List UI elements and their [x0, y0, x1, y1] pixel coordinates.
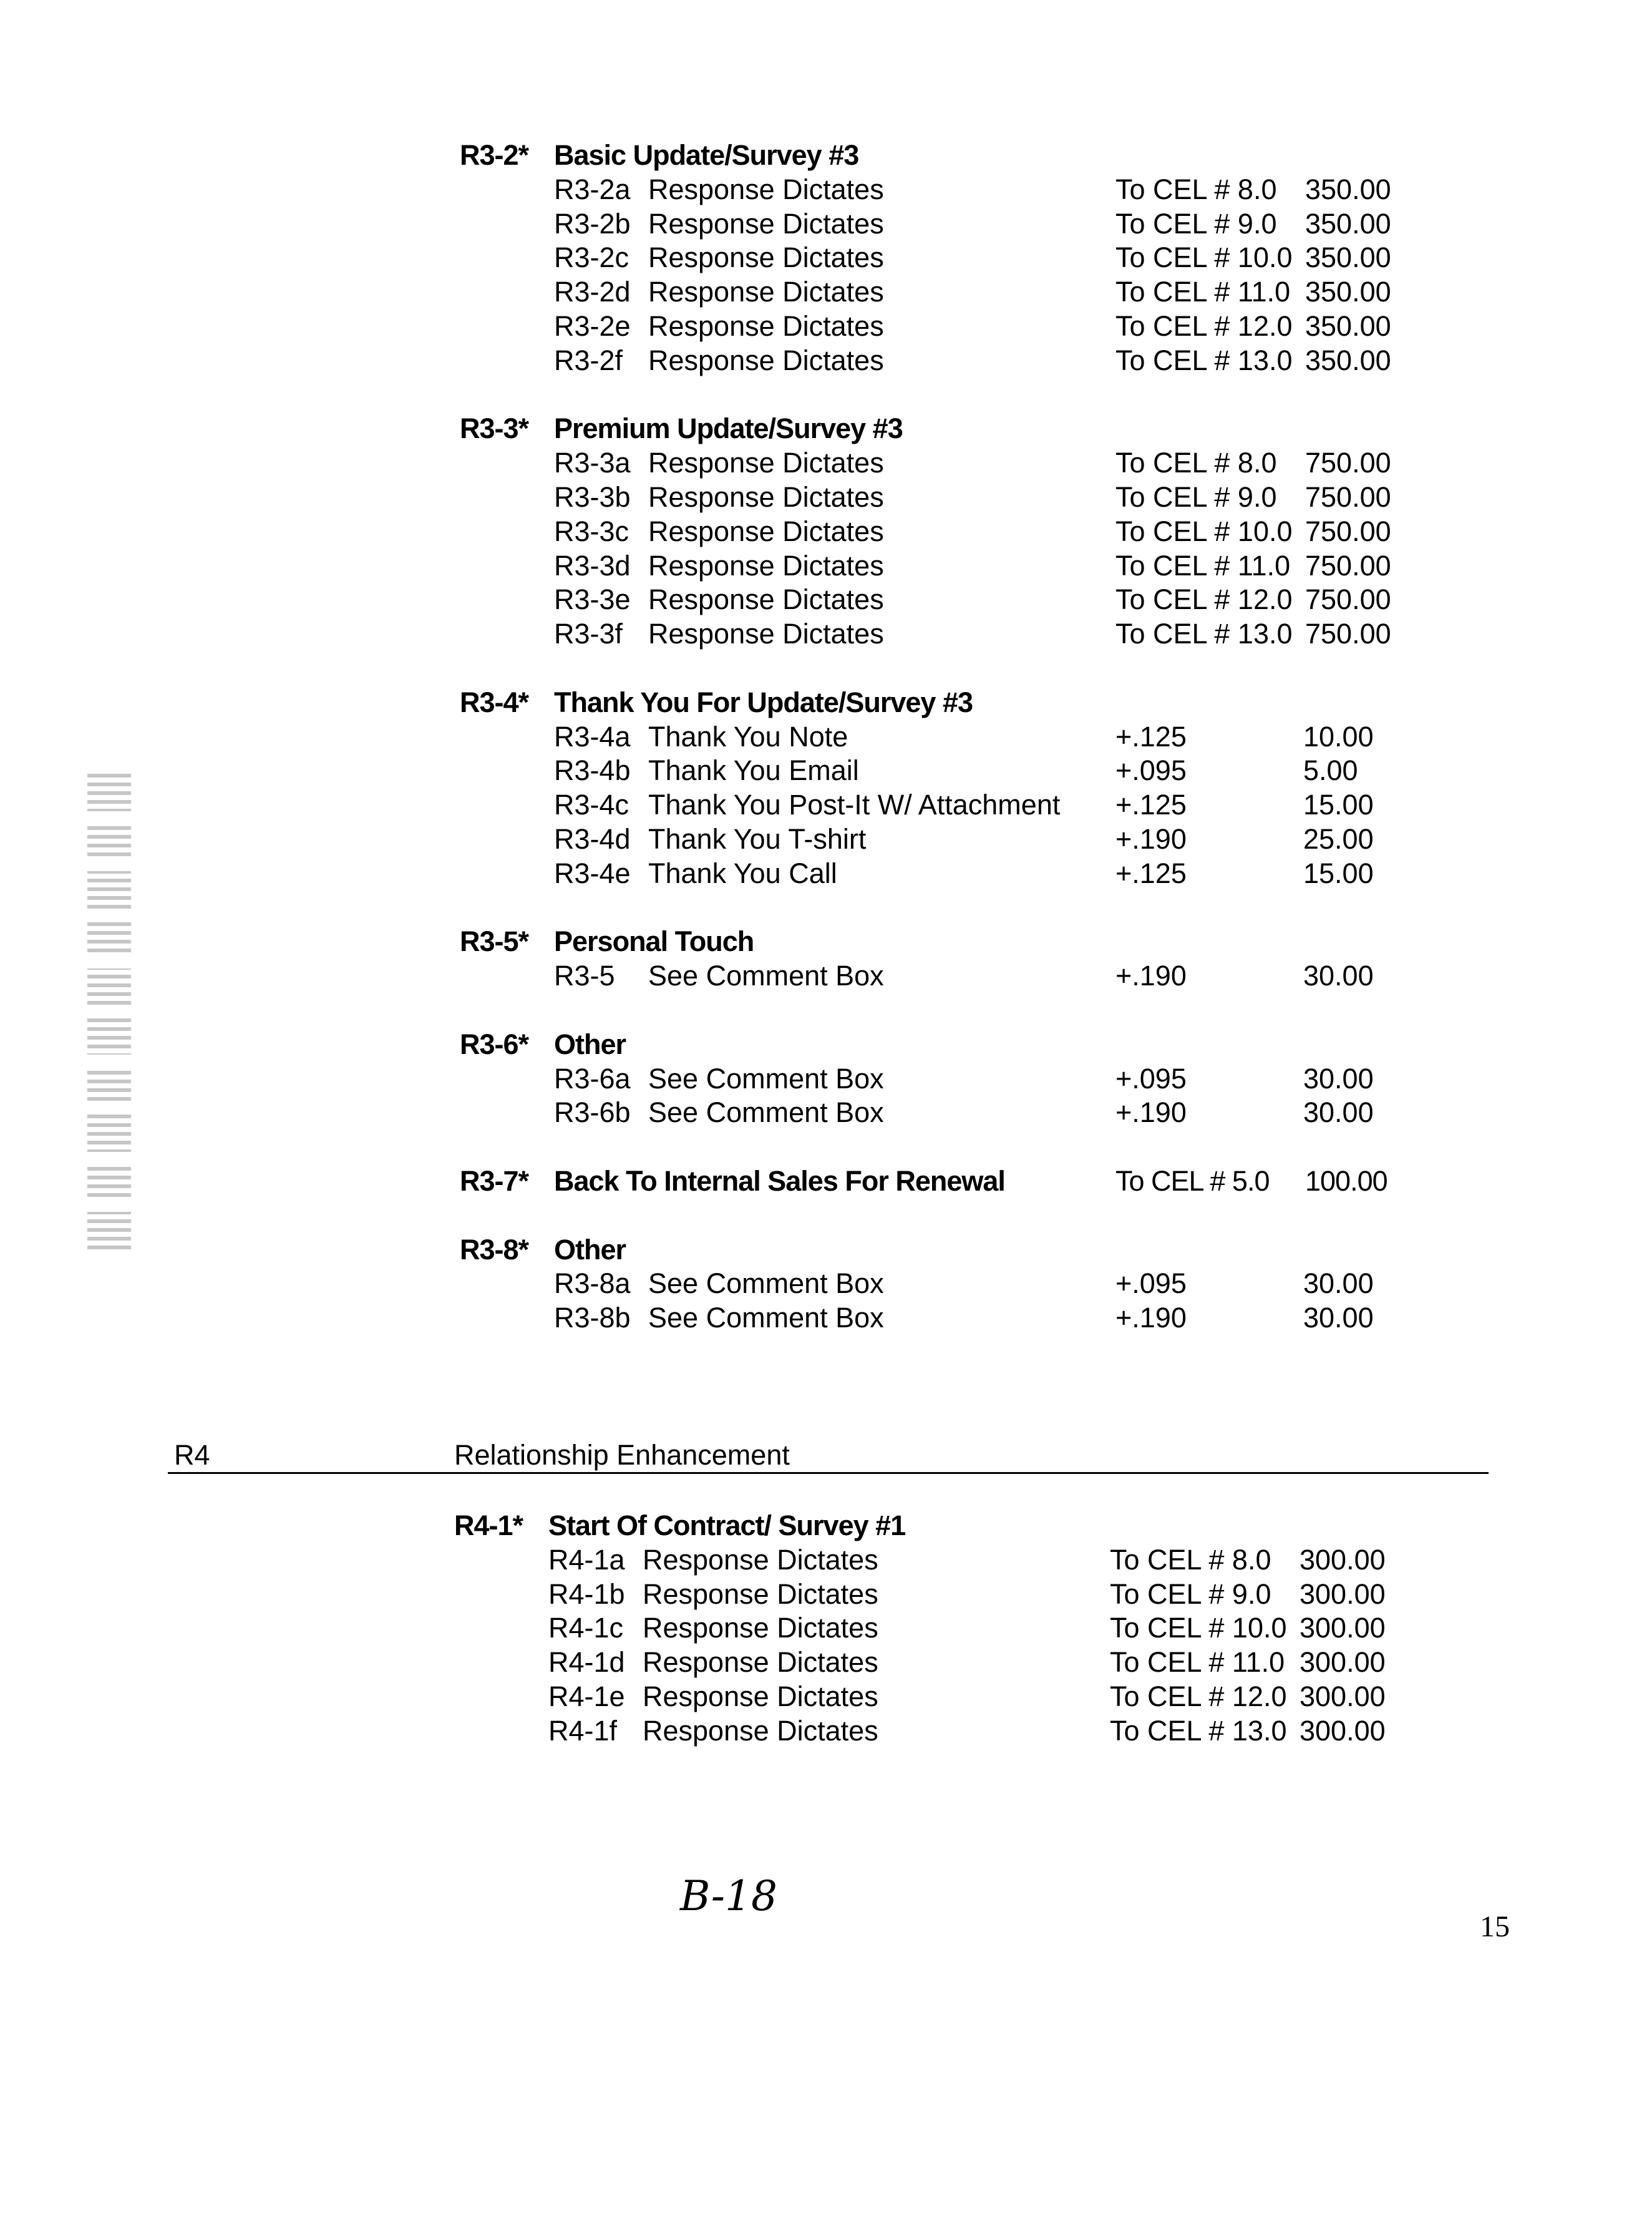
item-description: Response Dictates — [648, 549, 884, 583]
item-factor: To CEL # 10.0 — [1115, 515, 1293, 549]
section-heading — [454, 1509, 1515, 1543]
line-item — [460, 207, 1520, 241]
line-item — [454, 1680, 1515, 1714]
item-amount: 5.00 — [1303, 754, 1358, 788]
item-factor: To CEL # 12.0 — [1110, 1680, 1287, 1714]
item-code: R3-3e — [554, 583, 631, 617]
item-description: See Comment Box — [648, 1096, 884, 1130]
section — [460, 412, 1520, 651]
line-item — [460, 959, 1520, 993]
item-amount: 350.00 — [1305, 241, 1391, 275]
item-description: Response Dictates — [648, 515, 884, 549]
line-item — [460, 583, 1520, 617]
section — [460, 139, 1520, 378]
item-amount: 300.00 — [1300, 1646, 1386, 1680]
line-item — [460, 549, 1520, 583]
item-amount: 300.00 — [1300, 1611, 1386, 1646]
line-item — [460, 1301, 1520, 1335]
item-factor: To CEL # 8.0 — [1115, 173, 1277, 207]
item-description: Response Dictates — [643, 1680, 878, 1714]
item-factor: To CEL # 8.0 — [1115, 446, 1277, 480]
item-code: R3-2c — [554, 241, 629, 275]
item-amount: 350.00 — [1305, 344, 1391, 378]
document-page — [0, 0, 1652, 2234]
section-heading — [460, 1233, 1520, 1267]
item-code: R3-8a — [554, 1267, 631, 1301]
item-amount: 350.00 — [1305, 310, 1391, 344]
item-code: R3-6b — [554, 1096, 631, 1130]
section-code: R3-6* — [460, 1028, 554, 1062]
line-item — [460, 857, 1520, 891]
item-description: Response Dictates — [648, 207, 884, 241]
item-factor: +.125 — [1115, 788, 1187, 822]
line-item — [460, 1062, 1520, 1096]
item-code: R3-4c — [554, 788, 629, 822]
item-factor: +.190 — [1115, 822, 1187, 857]
section-code: R3-2* — [460, 139, 554, 173]
item-factor: To CEL # 9.0 — [1115, 480, 1277, 515]
section-code: R3-8* — [460, 1233, 554, 1267]
section-heading — [460, 686, 1520, 720]
item-code: R3-3f — [554, 617, 623, 651]
item-amount: 300.00 — [1300, 1543, 1386, 1578]
section-heading — [460, 139, 1520, 173]
line-item — [460, 310, 1520, 344]
section-code: R3-7* — [460, 1164, 554, 1199]
item-code: R3-6a — [554, 1062, 631, 1096]
section-title: Basic Update/Survey #3 — [554, 139, 858, 173]
section-title: Premium Update/Survey #3 — [554, 412, 903, 446]
section — [460, 1028, 1520, 1130]
item-amount: 15.00 — [1303, 857, 1374, 891]
item-description: Thank You Email — [648, 754, 859, 788]
item-factor: +.125 — [1115, 720, 1187, 754]
line-item — [460, 754, 1520, 788]
section-heading — [460, 925, 1520, 959]
item-factor: To CEL # 12.0 — [1115, 310, 1293, 344]
item-description: Response Dictates — [643, 1543, 878, 1578]
item-factor: +.095 — [1115, 1267, 1187, 1301]
page-number: 15 — [1480, 1910, 1510, 1944]
item-factor: +.095 — [1115, 754, 1187, 788]
item-amount: 300.00 — [1300, 1578, 1386, 1612]
line-item — [460, 446, 1520, 480]
section — [460, 1164, 1520, 1199]
item-amount: 350.00 — [1305, 275, 1391, 310]
item-amount: 30.00 — [1303, 1062, 1374, 1096]
line-item — [460, 1096, 1520, 1130]
line-item — [460, 720, 1520, 754]
item-code: R3-3a — [554, 446, 631, 480]
item-factor: To CEL # 13.0 — [1110, 1714, 1287, 1749]
item-code: R3-5 — [554, 959, 615, 993]
item-amount: 750.00 — [1305, 480, 1391, 515]
item-factor: +.125 — [1115, 857, 1187, 891]
item-factor: To CEL # 9.0 — [1110, 1578, 1271, 1612]
section-amount: 100.00 — [1305, 1164, 1387, 1199]
item-factor: To CEL # 11.0 — [1115, 275, 1290, 310]
item-code: R3-8b — [554, 1301, 631, 1335]
section — [460, 1233, 1520, 1335]
r4-header — [168, 1438, 1489, 1474]
item-amount: 350.00 — [1305, 173, 1391, 207]
item-description: Thank You Call — [648, 857, 837, 891]
item-amount: 30.00 — [1303, 1267, 1374, 1301]
section-code: R3-4* — [460, 686, 554, 720]
item-factor: +.190 — [1115, 959, 1187, 993]
item-description: Thank You T-shirt — [648, 822, 866, 857]
section-heading — [460, 412, 1520, 446]
item-amount: 750.00 — [1305, 583, 1391, 617]
item-factor: To CEL # 9.0 — [1115, 207, 1277, 241]
item-description: Response Dictates — [648, 617, 884, 651]
item-code: R3-2a — [554, 173, 631, 207]
section — [460, 925, 1520, 993]
line-item — [454, 1646, 1515, 1680]
item-factor: To CEL # 10.0 — [1110, 1611, 1287, 1646]
section-title: Thank You For Update/Survey #3 — [554, 686, 973, 720]
item-description: See Comment Box — [648, 1267, 884, 1301]
item-description: See Comment Box — [648, 1301, 884, 1335]
section — [454, 1509, 1515, 1749]
item-amount: 15.00 — [1303, 788, 1374, 822]
item-description: Thank You Note — [648, 720, 848, 754]
item-description: Response Dictates — [648, 173, 884, 207]
item-code: R4-1f — [548, 1714, 617, 1749]
item-code: R4-1a — [548, 1543, 625, 1578]
line-item — [454, 1714, 1515, 1749]
section-heading — [460, 1028, 1520, 1062]
section-title: Back To Internal Sales For Renewal — [554, 1164, 1005, 1199]
line-item — [460, 275, 1520, 310]
r4-code: R4 — [174, 1438, 210, 1472]
line-item — [460, 241, 1520, 275]
section-code: R3-5* — [460, 925, 554, 959]
item-description: Response Dictates — [643, 1578, 878, 1612]
line-item — [460, 1267, 1520, 1301]
item-description: See Comment Box — [648, 959, 884, 993]
r4-title: Relationship Enhancement — [454, 1438, 790, 1472]
line-item — [460, 344, 1520, 378]
item-code: R3-4e — [554, 857, 631, 891]
item-factor: To CEL # 10.0 — [1115, 241, 1293, 275]
item-factor: +.095 — [1115, 1062, 1187, 1096]
item-amount: 30.00 — [1303, 1301, 1374, 1335]
item-description: Response Dictates — [643, 1646, 878, 1680]
item-amount: 350.00 — [1305, 207, 1391, 241]
section-title: Other — [554, 1028, 626, 1062]
item-amount: 300.00 — [1300, 1680, 1386, 1714]
section-title: Start Of Contract/ Survey #1 — [548, 1509, 905, 1543]
item-factor: To CEL # 11.0 — [1110, 1646, 1285, 1680]
item-description: Response Dictates — [648, 310, 884, 344]
item-factor: To CEL # 11.0 — [1115, 549, 1290, 583]
line-item — [460, 617, 1520, 651]
vertical-stamp-marks — [87, 774, 131, 1261]
item-factor: To CEL # 13.0 — [1115, 617, 1293, 651]
item-description: See Comment Box — [648, 1062, 884, 1096]
item-code: R4-1c — [548, 1611, 623, 1646]
item-code: R3-2e — [554, 310, 631, 344]
r4-sections — [454, 1509, 1515, 1782]
section-heading — [460, 1164, 1520, 1199]
item-amount: 750.00 — [1305, 617, 1391, 651]
section-title: Other — [554, 1233, 626, 1267]
item-code: R4-1e — [548, 1680, 625, 1714]
item-code: R4-1d — [548, 1646, 625, 1680]
line-item — [460, 515, 1520, 549]
section-code: R4-1* — [454, 1509, 548, 1543]
item-description: Response Dictates — [648, 275, 884, 310]
item-code: R3-3b — [554, 480, 631, 515]
item-code: R3-3c — [554, 515, 629, 549]
item-code: R3-4a — [554, 720, 631, 754]
item-description: Response Dictates — [648, 344, 884, 378]
item-amount: 10.00 — [1303, 720, 1374, 754]
item-factor: To CEL # 13.0 — [1115, 344, 1293, 378]
item-code: R3-4b — [554, 754, 631, 788]
item-amount: 750.00 — [1305, 446, 1391, 480]
item-amount: 30.00 — [1303, 1096, 1374, 1130]
item-code: R3-2f — [554, 344, 623, 378]
item-description: Response Dictates — [648, 241, 884, 275]
item-factor: +.190 — [1115, 1301, 1187, 1335]
item-description: Response Dictates — [643, 1611, 878, 1646]
line-item — [460, 822, 1520, 857]
item-code: R4-1b — [548, 1578, 625, 1612]
item-code: R3-4d — [554, 822, 631, 857]
item-description: Thank You Post-It W/ Attachment — [648, 788, 1060, 822]
section — [460, 686, 1520, 891]
r3-sections — [460, 139, 1520, 1370]
section-title: Personal Touch — [554, 925, 754, 959]
line-item — [454, 1543, 1515, 1578]
section-code: R3-3* — [460, 412, 554, 446]
line-item — [460, 788, 1520, 822]
item-amount: 30.00 — [1303, 959, 1374, 993]
handwritten-page-label: B-18 — [680, 1872, 777, 1920]
item-amount: 300.00 — [1300, 1714, 1386, 1749]
item-factor: To CEL # 8.0 — [1110, 1543, 1271, 1578]
item-amount: 25.00 — [1303, 822, 1374, 857]
item-code: R3-2b — [554, 207, 631, 241]
item-code: R3-3d — [554, 549, 631, 583]
item-description: Response Dictates — [648, 583, 884, 617]
item-factor: To CEL # 12.0 — [1115, 583, 1293, 617]
line-item — [460, 173, 1520, 207]
item-description: Response Dictates — [648, 446, 884, 480]
item-amount: 750.00 — [1305, 515, 1391, 549]
line-item — [454, 1611, 1515, 1646]
item-amount: 750.00 — [1305, 549, 1391, 583]
item-code: R3-2d — [554, 275, 631, 310]
line-item — [454, 1578, 1515, 1612]
section-col3: To CEL # 5.0 — [1115, 1164, 1270, 1199]
item-factor: +.190 — [1115, 1096, 1187, 1130]
line-item — [460, 480, 1520, 515]
item-description: Response Dictates — [648, 480, 884, 515]
item-description: Response Dictates — [643, 1714, 878, 1749]
